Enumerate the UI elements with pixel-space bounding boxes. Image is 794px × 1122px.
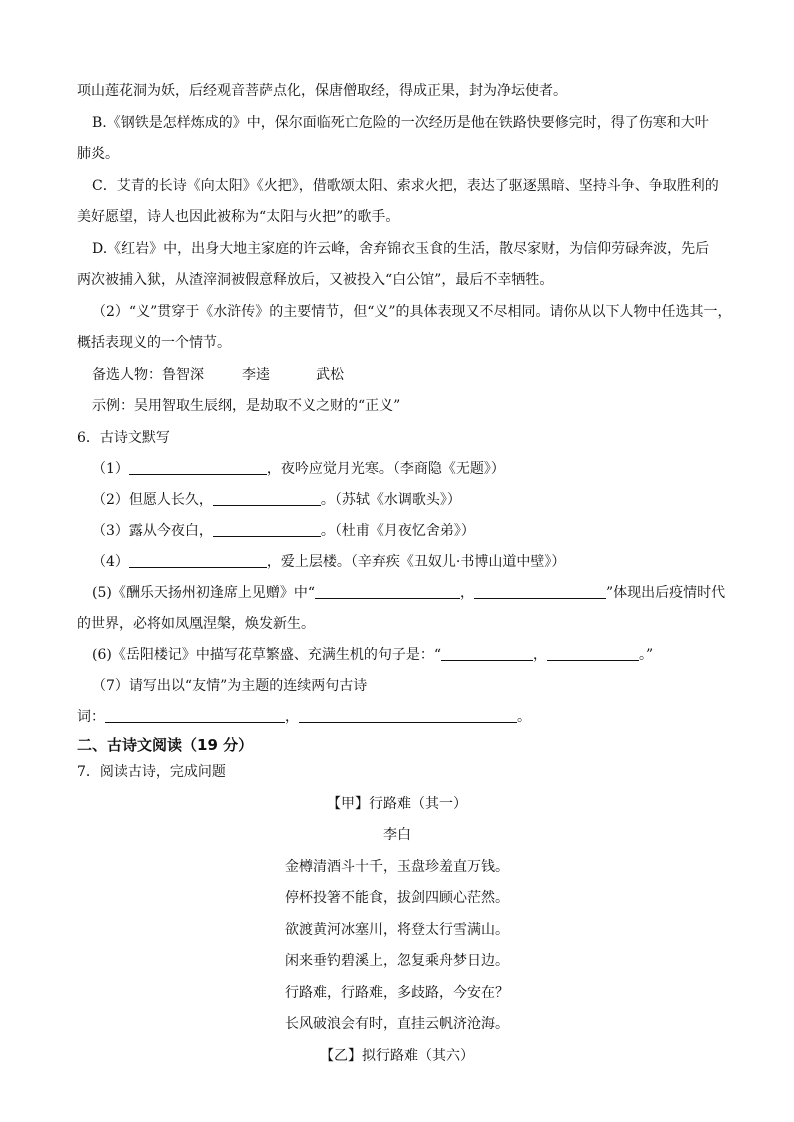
q6-item-7-line2: 词： ， 。 <box>77 709 531 725</box>
candidate-li-kui: 李逵 <box>242 367 270 383</box>
q6-item-7-line1: （7）请写出以“友情”为主题的连续两句古诗 <box>92 678 368 694</box>
option-b-line1: B.《钢铁是怎样炼成的》中，保尔面临死亡危险的一次经历是他在铁路快要修完时，得了伤寒和大叶 <box>92 115 709 131</box>
option-d-line2: 两次被捕入狱，从渣滓洞被假意释放后，又被投入“白公馆”，最后不幸牺牲。 <box>77 272 554 288</box>
option-c-line2: 美好愿望，诗人也因此被称为“太阳与火把”的歌手。 <box>77 209 400 225</box>
q6-item-1: （1） ，夜吟应觉月光寒。（李商隐《无题》） <box>92 461 505 477</box>
option-c-line1: C．艾青的长诗《向太阳》《火把》，借歌颂太阳、索求火把，表达了驱逐黑暗、坚持斗争、争取胜利的 <box>92 178 719 194</box>
answer-blank-4[interactable] <box>129 553 267 568</box>
poem-yi-title: 【乙】拟行路难（其六） <box>320 1048 474 1064</box>
poem-line: 闲来垂钓碧溪上，忽复乘舟梦日边。 <box>285 953 509 969</box>
poem-jia-title: 【甲】行路难（其一） <box>327 796 467 812</box>
example-line: 示例：吴用智取生辰纲，是劫取不义之财的“正义” <box>92 398 401 414</box>
answer-blank-5b[interactable] <box>474 584 606 599</box>
poem-line: 停杯投箸不能食，拔剑四顾心茫然。 <box>285 890 509 906</box>
section-heading: 二、古诗文阅读（19 分） <box>77 736 254 754</box>
q6-item-2: （2）但愿人长久， 。（苏轼《水调歌头》） <box>92 492 461 508</box>
poem-line: 欲渡黄河冰塞川，将登太行雪满山。 <box>285 922 509 938</box>
poem-line: 行路难，行路难，多歧路，今安在？ <box>285 985 509 1001</box>
q6-item-5-line2: 的世界，必将如凤凰涅槃，焕发新生。 <box>77 616 315 632</box>
option-b-line2: 肺炎。 <box>77 146 119 162</box>
poem-line: 金樽清酒斗十千，玉盘珍羞直万钱。 <box>285 859 509 875</box>
q6-title: 6．古诗文默写 <box>77 430 170 446</box>
q6-item-3: （3）露从今夜白， 。（杜甫《月夜忆舍弟》） <box>92 523 475 539</box>
answer-blank-5a[interactable] <box>315 584 460 599</box>
poem-line: 长风破浪会有时，直挂云帆济沧海。 <box>285 1016 509 1032</box>
candidate-lu-zhishen: 鲁智深 <box>162 367 204 383</box>
candidate-wu-song: 武松 <box>316 367 344 383</box>
answer-blank-7b[interactable] <box>299 708 517 723</box>
answer-blank-3[interactable] <box>213 522 321 537</box>
answer-blank-6b[interactable] <box>547 646 639 661</box>
q6-item-5: (5)《酬乐天扬州初逢席上见赠》中“ ， ”体现出后疫情时代 <box>92 585 726 601</box>
q5-part2-line2: 概括表现义的一个情节。 <box>77 335 231 351</box>
answer-blank-1[interactable] <box>129 460 267 475</box>
poem-jia-author: 李白 <box>383 827 411 843</box>
answer-blank-2[interactable] <box>213 491 321 506</box>
q6-item-4: （4） ，爱上层楼。（辛弃疾《丑奴儿·书博山道中壁》） <box>92 554 566 570</box>
q5-part2-line1: （2）“义”贯穿于《水浒传》的主要情节，但“义”的具体表现又不尽相同。请你从以下人物中任选其一， <box>92 304 732 320</box>
candidates-label: 备选人物： <box>92 367 162 383</box>
option-d-line1: D.《红岩》中，出身大地主家庭的许云峰，舍弃锦衣玉食的生活，散尽家财，为信仰劳碌奔波，先后 <box>92 241 710 257</box>
q6-item-6: (6)《岳阳楼记》中描写花草繁盛、充满生机的句子是：“ ， 。” <box>92 647 654 663</box>
answer-blank-7a[interactable] <box>105 708 285 723</box>
q7-prompt: 7．阅读古诗，完成问题 <box>77 764 226 780</box>
answer-blank-6a[interactable] <box>441 646 533 661</box>
candidates-row <box>92 365 344 385</box>
option-a-tail: 项山莲花洞为妖，后经观音菩萨点化，保唐僧取经，得成正果，封为净坛使者。 <box>77 83 567 99</box>
